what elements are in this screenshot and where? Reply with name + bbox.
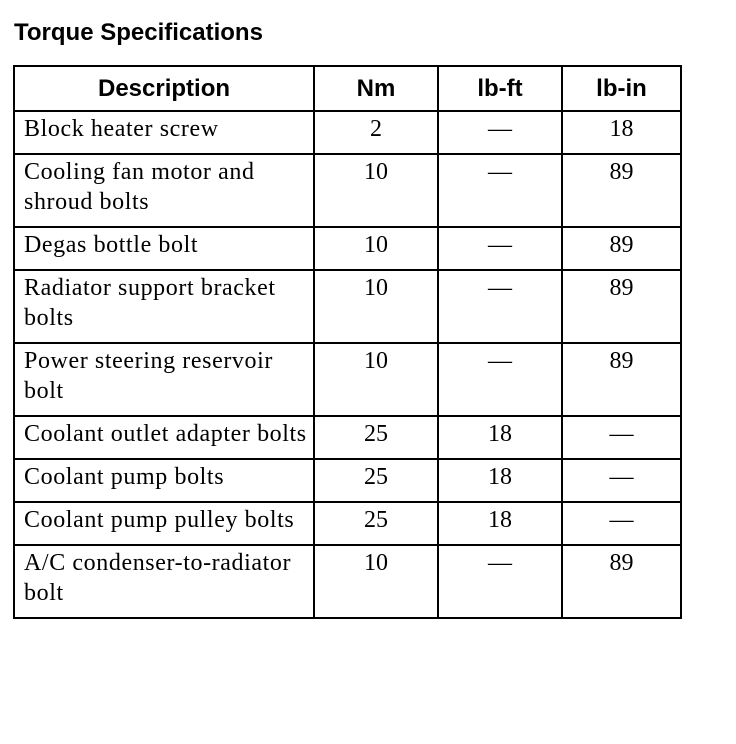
table-row (14, 545, 681, 618)
row-lb-ft: — (438, 111, 562, 154)
header-nm: Nm (314, 66, 438, 111)
row-description: Power steering reservoir bolt (14, 343, 314, 416)
row-description: A/C condenser-to-radiator bolt (14, 545, 314, 618)
row-lb-in: — (562, 459, 681, 502)
row-lb-in: 89 (562, 270, 681, 343)
row-description: Radiator support bracket bolts (14, 270, 314, 343)
table-row (14, 343, 681, 416)
table-row (14, 502, 681, 545)
row-nm: 25 (314, 502, 438, 545)
row-nm: 10 (314, 343, 438, 416)
row-description: Degas bottle bolt (14, 227, 314, 270)
row-nm: 25 (314, 416, 438, 459)
header-lb-in: lb-in (562, 66, 681, 111)
row-lb-in: — (562, 416, 681, 459)
row-lb-ft: — (438, 154, 562, 227)
header-lb-ft: lb-ft (438, 66, 562, 111)
torque-spec-table (13, 65, 682, 619)
row-lb-in: 18 (562, 111, 681, 154)
row-lb-ft: 18 (438, 416, 562, 459)
row-lb-ft: — (438, 270, 562, 343)
row-description: Coolant pump pulley bolts (14, 502, 314, 545)
row-nm: 10 (314, 545, 438, 618)
row-description: Cooling fan motor and shroud bolts (14, 154, 314, 227)
row-nm: 10 (314, 154, 438, 227)
row-nm: 25 (314, 459, 438, 502)
table-row (14, 459, 681, 502)
row-lb-ft: 18 (438, 502, 562, 545)
row-description: Block heater screw (14, 111, 314, 154)
row-nm: 2 (314, 111, 438, 154)
row-lb-in: 89 (562, 343, 681, 416)
row-lb-in: 89 (562, 545, 681, 618)
page-title: Torque Specifications (14, 19, 263, 46)
row-lb-in: 89 (562, 227, 681, 270)
row-description: Coolant outlet adapter bolts (14, 416, 314, 459)
row-lb-ft: — (438, 545, 562, 618)
table-row (14, 416, 681, 459)
row-lb-ft: — (438, 343, 562, 416)
table-row (14, 111, 681, 154)
table-header-row (14, 66, 681, 111)
row-lb-in: 89 (562, 154, 681, 227)
row-lb-ft: 18 (438, 459, 562, 502)
row-lb-ft: — (438, 227, 562, 270)
row-lb-in: — (562, 502, 681, 545)
row-nm: 10 (314, 227, 438, 270)
table-row (14, 154, 681, 227)
row-nm: 10 (314, 270, 438, 343)
table-row (14, 227, 681, 270)
table-row (14, 270, 681, 343)
header-description: Description (14, 66, 314, 111)
row-description: Coolant pump bolts (14, 459, 314, 502)
